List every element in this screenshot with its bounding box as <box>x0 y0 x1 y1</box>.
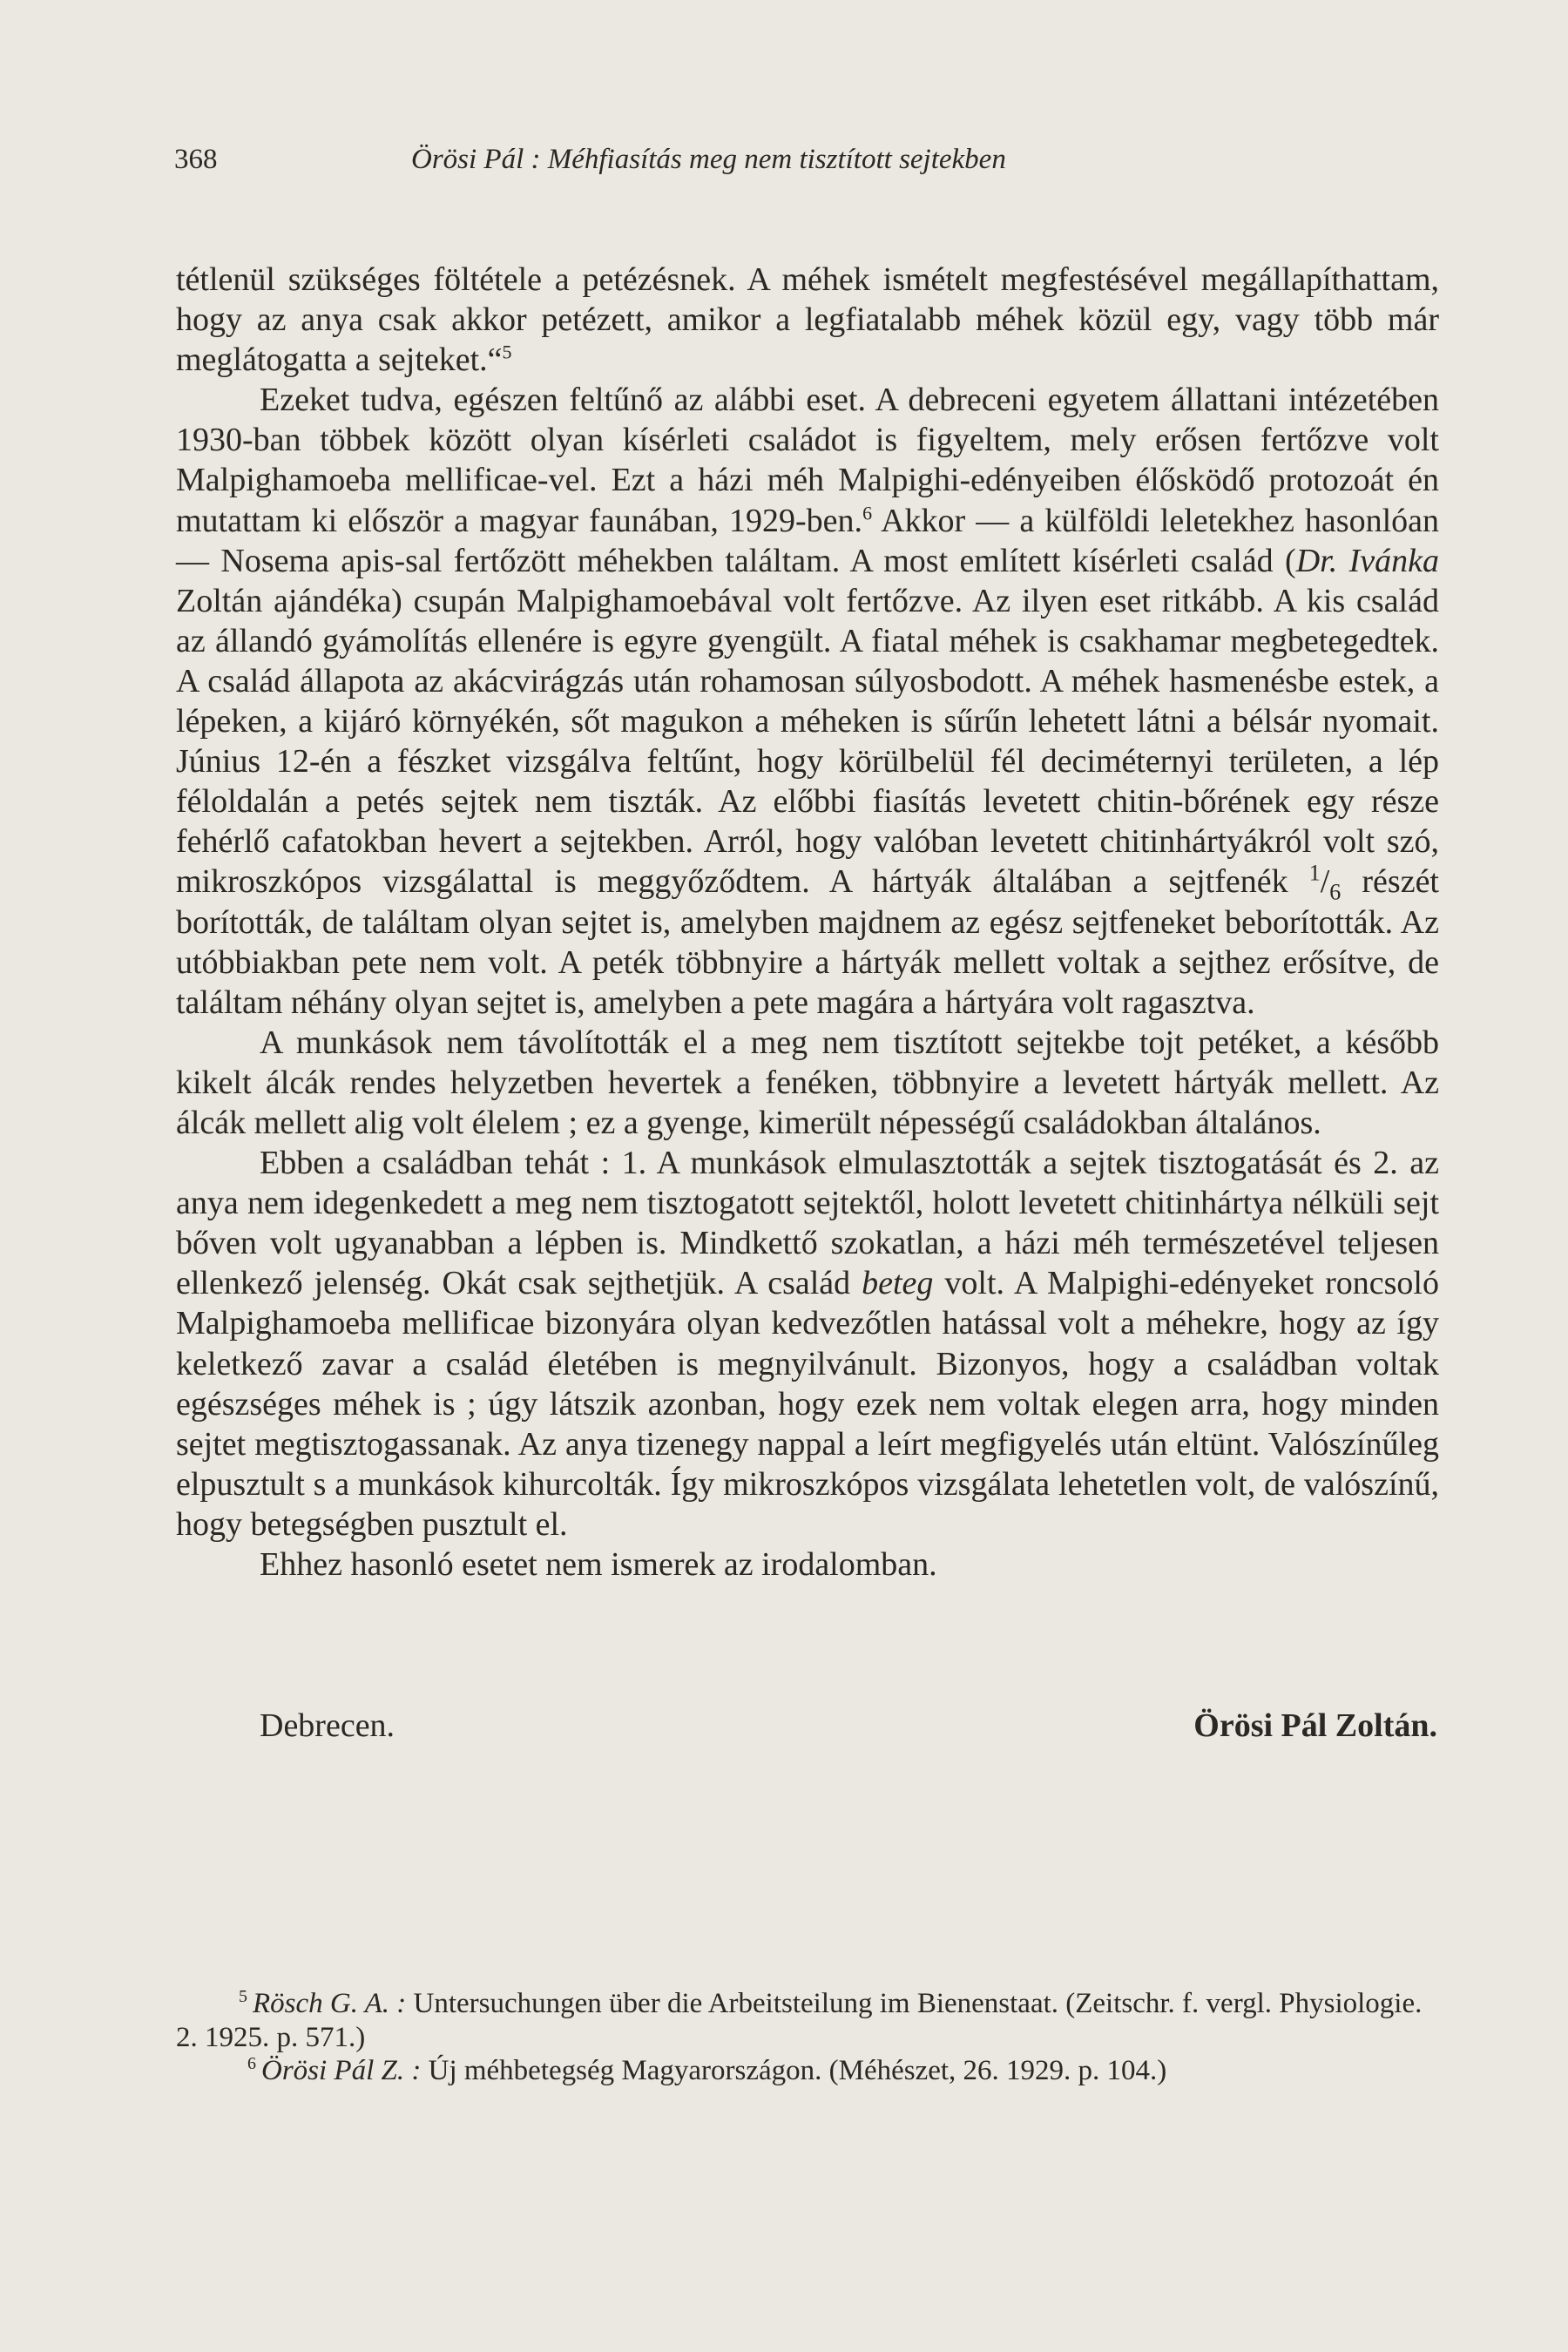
paragraph-1 <box>176 260 1439 380</box>
fraction-denominator: 6 <box>1329 880 1342 905</box>
fraction-separator: / <box>1320 863 1330 901</box>
article-body <box>176 260 1439 1585</box>
running-title: Örösi Pál : Méhfiasítás meg nem tisztított sejtekben <box>411 144 1006 175</box>
ivanka-name: Ivánka <box>1348 542 1439 579</box>
doctor-abbreviation: Dr. <box>1295 542 1338 579</box>
footnote-5-author: Rösch G. A. : <box>253 1988 407 2019</box>
footnote-reference-6: 6 <box>862 501 873 524</box>
footnote-6-text: Új méhbetegség Magyarországon. (Méhészet, 26. 1929. p. 104.) <box>421 2055 1167 2086</box>
paragraph-2 <box>176 380 1439 1023</box>
fraction-numerator: 1 <box>1308 860 1321 886</box>
page-header <box>174 138 1437 181</box>
paragraph-2-part-a: Ezeket tudva, egészen feltűnő az alábbi eset. A debreceni egyetem állattani intézetében 1930-ban többek között olyan kísérleti családot is figyeltem, mely erősen fertőzve volt Malpighamoeba mellificae-vel. Ezt a házi méh Malpighi-edényeiben élősködő protozoát én mutattam ki először a magyar faunában, 1929-ben. <box>176 382 1439 539</box>
footnote-5 <box>176 1987 1439 2054</box>
signature-block <box>260 1704 1437 1747</box>
footnote-5-mark: 5 <box>239 1987 247 2006</box>
footnotes <box>176 1987 1439 2088</box>
footnote-6-mark: 6 <box>247 2054 256 2073</box>
paragraph-3: A munkások nem távolították el a meg nem tisztított sejtekbe tojt petéket, a később kikelt álcák rendes helyzetben hevertek a fenéken, többnyire a levetett hártyák mellett. Az álcák mellett alig volt élelem ; ez a gyenge, kimerült népességű családokban általános. <box>176 1024 1439 1141</box>
paragraph-1-text: tétlenül szükséges föltétele a petézésnek. A méhek ismételt megfestésével megállapíthattam, hogy az anya csak akkor petézett, amikor a legfiatalabb méhek közül egy, vagy több már meglátogatta a sejteket.“ <box>176 261 1439 379</box>
paragraph-2-part-c: Zoltán ajándéka) csupán Malpighamoebával volt fertőzve. Az ilyen eset ritkább. A kis család az állandó gyámolítás ellenére is egyre gyengült. A fiatal méhek is csakhamar megbetegedtek. A család állapota az akácvirágzás után rohamosan súlyosbodott. A méhek hasmenésbe estek, a lépeken, a kijáró környékén, sőt magukon a méheken is sűrűn lehetett látni a bélsár nyomait. Június 12-én a fészket vizsgálva feltűnt, hogy körülbelül fél deciméternyi területen, a lép féloldalán a petés sejtek nem tiszták. Az előbbi fiasítás levetett chitin-bőrének egy része fehérlő cafatokban hevert a sejtekben. Arról, hogy valóban levetett chitinhártyákról volt szó, mikroszkópos vizsgálattal is meggyőződtem. A hártyák általában a sejtfenék <box>176 582 1439 901</box>
paragraph-4 <box>176 1143 1439 1544</box>
footnote-reference-5: 5 <box>502 341 512 363</box>
footnote-5-text: Untersuchungen über die Arbeitsteilung im Bienenstaat. (Zeitschr. f. vergl. Physiologie. 2. 1925. p. 571.) <box>176 1988 1423 2053</box>
paragraph-2-part-d: részét borították, de találtam olyan sejtet is, amelyben majdnem az egész sejtfeneket beborították. Az utóbbiakban pete nem volt. A peték többnyire a hártyák mellett voltak a sejthez erősítve, de találtam néhány olyan sejtet is, amelyben a pete magára a hártyára volt ragasztva. <box>176 863 1439 1021</box>
paragraph-5: Ehhez hasonló esetet nem ismerek az irodalomban. <box>260 1546 937 1583</box>
beteg-emphasis: beteg <box>862 1265 934 1302</box>
signature-place: Debrecen. <box>260 1707 395 1744</box>
paragraph-4-part-b: volt. A Malpighi-edényeket roncsoló Malpighamoeba mellificae bizonyára olyan kedvezőtlen hatással volt a méhekre, hogy az így keletkező zavar a család életében is megnyilvánult. Bizonyos, hogy a családban voltak egészséges méhek is ; úgy látszik azonban, hogy ezek nem voltak elegen arra, hogy minden sejtet megtisztogassanak. Az anya tizenegy nappal a leírt megfigyelés után eltünt. Valószínűleg elpusztult s a munkások kihurcolták. Így mikroszkópos vizsgálata lehetetlen volt, de valószínű, hogy betegségben pusztult el. <box>176 1265 1439 1543</box>
footnote-6-author: Örösi Pál Z. : <box>261 2055 422 2086</box>
paragraph-2-part-b: Akkor — a külföldi leletekhez hasonlóan — Nosema apis-sal fertőzött méhekben találtam. A most említett kísérleti család ( <box>176 502 1439 579</box>
footnote-6 <box>176 2054 1439 2088</box>
paragraph-4-part-a: Ebben a családban tehát : 1. A munkások elmulasztották a sejtek tisztogatását és 2. az anya nem idegenkedett a meg nem tisztogatott sejtektől, holott levetett chitinhártya nélküli sejt bőven volt ugyanabban a lépben is. Mindkettő szokatlan, a házi méh természetével teljesen ellenkező jelenség. Okát csak sejthetjük. A család <box>176 1145 1439 1302</box>
one-sixth-fraction <box>1308 860 1342 905</box>
signature-author: Örösi Pál Zoltán. <box>1193 1707 1437 1744</box>
page-number: 368 <box>174 144 218 175</box>
name-separator <box>1337 543 1348 579</box>
